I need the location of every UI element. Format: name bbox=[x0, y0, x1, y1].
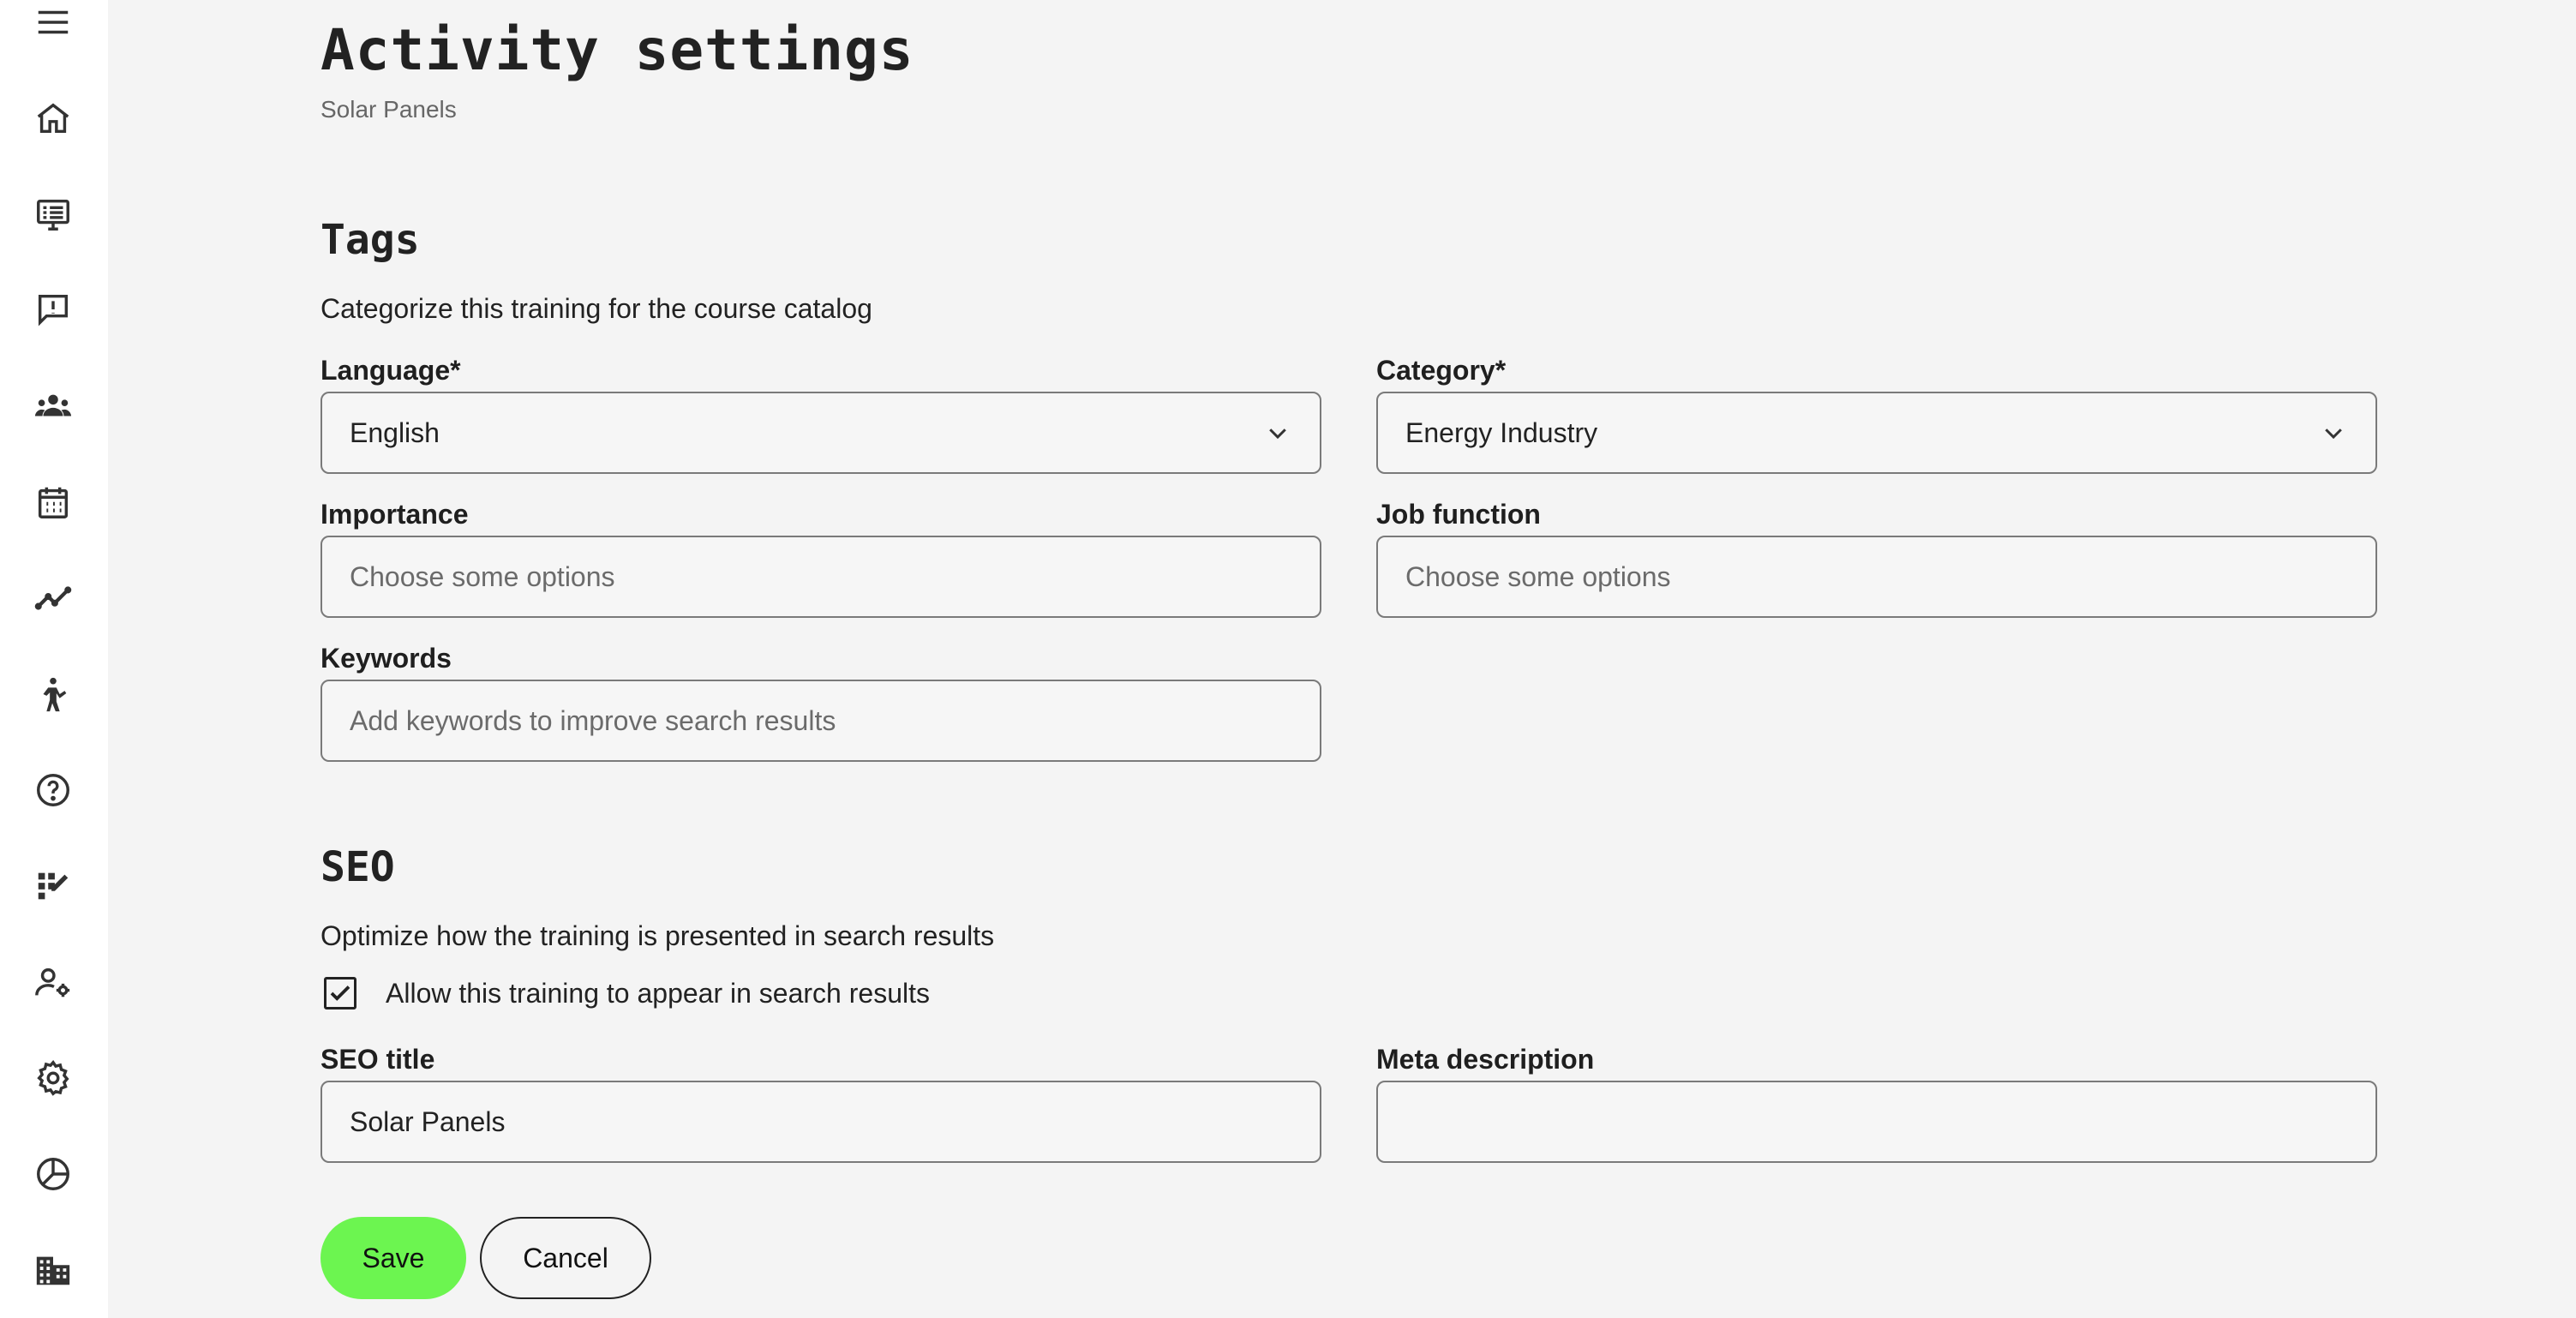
calendar-icon[interactable] bbox=[33, 482, 74, 523]
keywords-label: Keywords bbox=[321, 643, 452, 674]
job-function-label: Job function bbox=[1376, 499, 1541, 530]
language-label: Language* bbox=[321, 355, 461, 386]
meta-description-input[interactable] bbox=[1405, 1082, 2348, 1161]
reports-icon[interactable] bbox=[33, 1153, 74, 1195]
allow-search-label: Allow this training to appear in search results bbox=[386, 977, 930, 1009]
feedback-icon[interactable] bbox=[33, 289, 74, 330]
job-function-input[interactable] bbox=[1405, 537, 2348, 616]
seo-title-field[interactable] bbox=[321, 1081, 1321, 1163]
save-button[interactable]: Save bbox=[321, 1217, 466, 1299]
courses-icon[interactable] bbox=[33, 194, 74, 235]
job-function-multiselect[interactable] bbox=[1376, 536, 2377, 618]
language-select[interactable] bbox=[321, 392, 1321, 474]
page-title: Activity settings bbox=[321, 17, 914, 83]
help-icon[interactable] bbox=[33, 770, 74, 811]
allow-search-checkbox[interactable] bbox=[324, 977, 356, 1009]
language-value: English bbox=[350, 416, 440, 448]
meta-description-label: Meta description bbox=[1376, 1044, 1595, 1075]
groups-icon[interactable] bbox=[33, 386, 74, 427]
category-select[interactable] bbox=[1376, 392, 2377, 474]
seo-title-input[interactable] bbox=[350, 1082, 1292, 1161]
seo-section-title: SEO bbox=[321, 843, 395, 891]
menu-icon[interactable] bbox=[33, 2, 74, 43]
chevron-down-icon bbox=[1263, 418, 1292, 447]
activity-icon[interactable] bbox=[33, 674, 74, 715]
category-value: Energy Industry bbox=[1405, 416, 1598, 448]
user-settings-icon[interactable] bbox=[33, 962, 74, 1003]
seo-section-description: Optimize how the training is presented in search results bbox=[321, 920, 995, 951]
sidebar bbox=[0, 0, 108, 1318]
chevron-down-icon bbox=[2319, 418, 2348, 447]
settings-icon[interactable] bbox=[33, 1057, 74, 1099]
tags-section-description: Categorize this training for the course catalog bbox=[321, 293, 872, 324]
home-icon[interactable] bbox=[33, 98, 74, 139]
seo-title-label: SEO title bbox=[321, 1044, 435, 1075]
page-subtitle: Solar Panels bbox=[321, 96, 457, 123]
organization-icon[interactable] bbox=[33, 1249, 74, 1291]
importance-multiselect[interactable] bbox=[321, 536, 1321, 618]
tags-section-title: Tags bbox=[321, 216, 420, 264]
keywords-input[interactable] bbox=[350, 681, 1292, 760]
keywords-field[interactable] bbox=[321, 680, 1321, 762]
cancel-button[interactable]: Cancel bbox=[480, 1217, 651, 1299]
importance-label: Importance bbox=[321, 499, 469, 530]
importance-input[interactable] bbox=[350, 537, 1292, 616]
meta-description-field[interactable] bbox=[1376, 1081, 2377, 1163]
category-label: Category* bbox=[1376, 355, 1507, 386]
allow-search-row[interactable] bbox=[321, 977, 930, 1009]
analytics-icon[interactable] bbox=[33, 578, 74, 619]
edit-grid-icon[interactable] bbox=[33, 866, 74, 907]
